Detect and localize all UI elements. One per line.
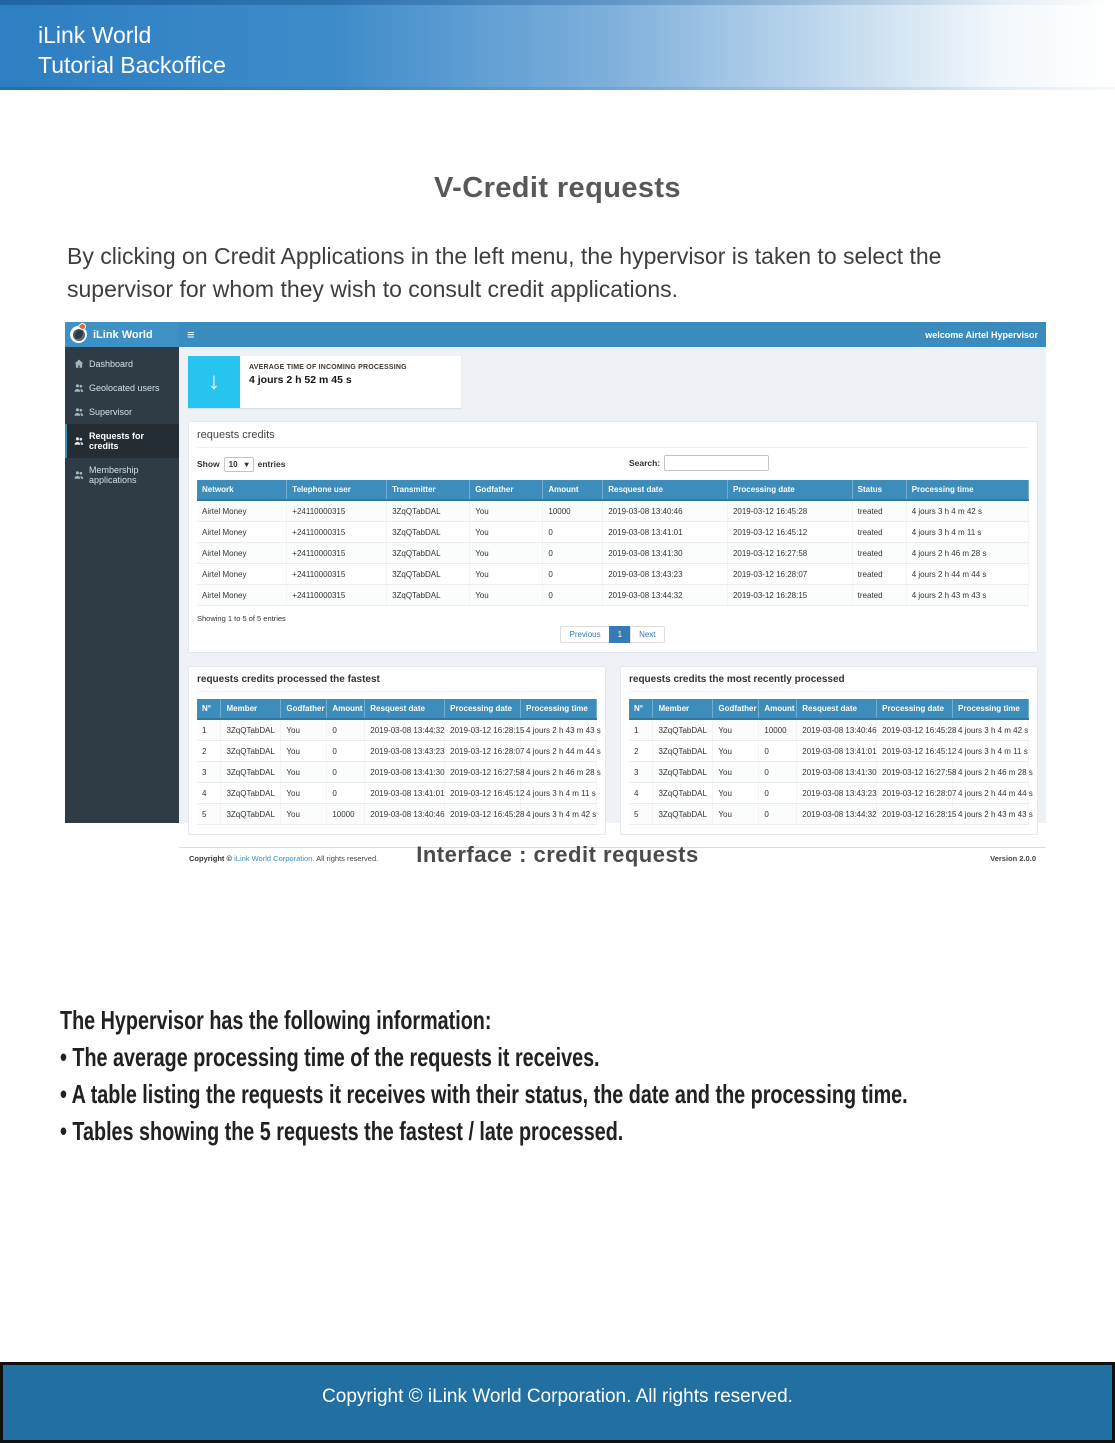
page-title: V-Credit requests [434,172,681,204]
table-cell: 0 [759,762,797,783]
column-header[interactable]: Transmitter [387,480,470,500]
users-icon [74,407,84,417]
table-cell: You [713,741,759,762]
app-copyright-link[interactable]: iLink World Corporation. [234,854,315,863]
table-cell: 3ZqQTabDAL [387,564,470,585]
column-header[interactable]: Network [197,480,287,500]
table-row [197,564,1029,585]
table-cell: 2019-03-12 16:27:58 [877,762,953,783]
table-cell: 2019-03-12 16:27:58 [445,762,521,783]
search-label: Search: [629,458,661,468]
table-cell: 0 [543,543,603,564]
table-cell: Airtel Money [197,585,287,606]
table-cell: 4 jours 3 h 4 m 11 s [906,522,1028,543]
table-cell: You [470,564,543,585]
table-row [197,804,597,825]
requests-credits-panel [188,421,1038,653]
recent-panel-title: requests credits the most recently processed [629,674,1029,692]
table-cell: +24110000315 [287,564,387,585]
page-size-control [197,457,285,472]
users-icon [74,436,84,446]
pagination-next-button[interactable]: Next [630,626,664,643]
table-row [629,719,1029,741]
table-cell: 2019-03-08 13:44:32 [365,719,445,741]
fastest-table [197,699,601,825]
document-brand-line1: iLink World [38,22,152,48]
table-cell: 2019-03-08 13:41:30 [603,543,728,564]
table-cell: 2019-03-08 13:43:23 [797,783,877,804]
document-header [0,0,1115,90]
table-row [197,522,1029,543]
table-cell: 0 [759,783,797,804]
table-cell: Airtel Money [197,543,287,564]
welcome-user-label: welcome Airtel Hypervisor [925,329,1038,340]
table-cell: You [281,783,327,804]
column-header[interactable]: Processing date [727,480,852,500]
table-cell: 3ZqQTabDAL [387,522,470,543]
pagination [197,626,1029,643]
column-header[interactable]: Telephone user [287,480,387,500]
table-cell: 4 jours 2 h 46 m 28 s [906,543,1028,564]
column-header[interactable]: Processing time [906,480,1028,500]
table-cell: treated [852,585,906,606]
table-cell: 0 [759,741,797,762]
column-header[interactable]: Godfather [281,699,327,719]
table-cell: treated [852,522,906,543]
app-navbar-bar [179,322,1046,347]
table-cell: 2019-03-08 13:40:46 [603,500,728,522]
app-navbar [65,322,1046,347]
table-cell: treated [852,543,906,564]
table-cell: 2019-03-08 13:43:23 [603,564,728,585]
table-cell: 3ZqQTabDAL [653,741,713,762]
column-header[interactable]: Processing date [445,699,521,719]
app-copyright-prefix: Copyright © [189,854,235,863]
document-brand-line2: Tutorial Backoffice [38,52,226,79]
column-header[interactable]: Amount [759,699,797,719]
average-time-label: AVERAGE TIME OF INCOMING PROCESSING [249,364,407,371]
recent-table [629,699,1033,825]
table-cell: 2019-03-12 16:28:07 [727,564,852,585]
column-header[interactable]: N° [197,699,221,719]
table-cell: 2019-03-12 16:45:28 [445,804,521,825]
table-cell: 2019-03-12 16:27:58 [727,543,852,564]
table-summary: Showing 1 to 5 of 5 entries [197,614,286,623]
table-cell: 2019-03-12 16:28:15 [727,585,852,606]
column-header[interactable]: Godfather [713,699,759,719]
sidebar-item-label: Supervisor [89,407,133,417]
show-label: Show [197,459,220,469]
column-header[interactable]: Godfather [470,480,543,500]
table-cell: 4 [197,783,221,804]
page-size-select[interactable] [224,457,254,472]
header-top-accent [0,0,1115,5]
table-cell: Airtel Money [197,564,287,585]
column-header[interactable]: Amount [543,480,603,500]
table-cell: You [470,522,543,543]
app-brand-label: iLink World [93,328,153,341]
table-cell: 4 jours 2 h 46 m 28 s [521,762,597,783]
sidebar-item-label: Requests for credits [89,431,145,451]
info-bullet: • Tables showing the 5 requests the fastest / late processed. [60,1115,624,1146]
table-cell: 0 [759,804,797,825]
table-cell: 3 [197,762,221,783]
app-version-label: Version 2.0.0 [990,854,1036,863]
pagination-previous-button[interactable]: Previous [560,626,609,643]
table-cell: 2019-03-12 16:28:15 [445,719,521,741]
table-cell: 0 [327,783,365,804]
table-cell: 4 jours 3 h 4 m 42 s [521,804,597,825]
intro-paragraph: By clicking on Credit Applications in the left menu, the hypervisor is taken to select the supervisor for whom they wish to consult credit applications. [67,243,942,303]
table-row [197,500,1029,522]
table-cell: 10000 [327,804,365,825]
table-cell: 0 [543,564,603,585]
table-cell: 4 [629,783,653,804]
table-row [197,783,597,804]
document-footer-text: Copyright © iLink World Corporation. All rights reserved. [322,1385,793,1407]
page-size-value: 10 [228,459,238,469]
table-row [197,741,597,762]
requests-credits-title: requests credits [197,429,1029,448]
table-cell: 2019-03-12 16:45:12 [445,783,521,804]
table-cell: 3ZqQTabDAL [653,719,713,741]
table-cell: 2019-03-08 13:41:01 [365,783,445,804]
caret-down-icon: ▾ [244,459,249,469]
table-cell: You [470,543,543,564]
table-row [197,719,597,741]
sidebar-item-requests-for-credits[interactable] [65,424,179,458]
table-cell: You [713,783,759,804]
info-block-heading: The Hypervisor has the following information: [60,1005,492,1035]
sidebar-item-membership-applications[interactable] [65,458,179,492]
table-cell: You [713,762,759,783]
table-cell: 4 jours 2 h 44 m 44 s [906,564,1028,585]
table-cell: 2019-03-12 16:45:12 [877,741,953,762]
table-cell: 3ZqQTabDAL [387,543,470,564]
table-row [629,783,1029,804]
document-brand [38,20,226,81]
table-cell: 0 [327,719,365,741]
app-sidebar [65,347,179,823]
column-header[interactable]: Resquest date [797,699,877,719]
table-cell: 2019-03-12 16:28:15 [877,804,953,825]
table-cell: 2019-03-12 16:45:28 [877,719,953,741]
table-cell: 0 [543,585,603,606]
recent-panel [620,666,1038,835]
table-cell: 3ZqQTabDAL [653,783,713,804]
table-cell: +24110000315 [287,543,387,564]
table-cell: 2019-03-08 13:41:30 [365,762,445,783]
table-cell: 3 [629,762,653,783]
table-cell: 2019-03-12 16:45:28 [727,500,852,522]
table-cell: 1 [197,719,221,741]
table-row [629,762,1029,783]
table-cell: 4 jours 2 h 46 m 28 s [953,762,1029,783]
table-cell: 4 jours 2 h 43 m 43 s [521,719,597,741]
column-header[interactable]: Member [221,699,281,719]
table-cell: You [713,804,759,825]
header-bottom-accent [0,87,1115,90]
info-bullet: • A table listing the requests it receives with their status, the date and the processing time. [60,1078,908,1109]
fastest-panel-title: requests credits processed the fastest [197,674,597,692]
column-header[interactable]: N° [629,699,653,719]
column-header[interactable]: Amount [327,699,365,719]
table-cell: Airtel Money [197,522,287,543]
table-cell: You [281,762,327,783]
table-cell: treated [852,500,906,522]
column-header[interactable]: Status [852,480,906,500]
table-cell: 4 jours 2 h 44 m 44 s [521,741,597,762]
table-cell: 3ZqQTabDAL [221,762,281,783]
table-cell: Airtel Money [197,500,287,522]
document-footer [0,1362,1115,1443]
table-cell: 2019-03-08 13:41:30 [797,762,877,783]
table-cell: 1 [629,719,653,741]
table-cell: You [470,500,543,522]
sidebar-item-geolocated-users[interactable] [65,376,179,400]
table-cell: +24110000315 [287,500,387,522]
info-block [60,1002,1063,1150]
app-brand[interactable] [65,322,179,347]
search-control [629,455,769,471]
table-cell: 4 jours 3 h 4 m 11 s [521,783,597,804]
table-cell: 4 jours 2 h 43 m 43 s [906,585,1028,606]
table-cell: 2019-03-08 13:44:32 [603,585,728,606]
pagination-page-1-button[interactable]: 1 [609,626,631,643]
table-cell: 0 [327,741,365,762]
requests-credits-table [197,480,1029,606]
table-cell: 3ZqQTabDAL [221,783,281,804]
table-cell: +24110000315 [287,522,387,543]
table-cell: 10000 [543,500,603,522]
column-header[interactable]: Member [653,699,713,719]
entries-label: entries [257,459,286,469]
table-cell: 5 [629,804,653,825]
sidebar-item-label: Membership applications [89,465,139,485]
table-cell: 2019-03-12 16:28:07 [877,783,953,804]
table-cell: 2019-03-08 13:43:23 [365,741,445,762]
table-cell: You [470,585,543,606]
column-header[interactable]: Processing time [521,699,597,719]
table-cell: 4 jours 2 h 44 m 44 s [953,783,1029,804]
table-cell: 4 jours 3 h 4 m 42 s [906,500,1028,522]
table-cell: +24110000315 [287,585,387,606]
table-cell: 2019-03-08 13:41:01 [603,522,728,543]
table-cell: 3ZqQTabDAL [221,804,281,825]
table-cell: 2 [629,741,653,762]
table-cell: 2 [197,741,221,762]
ilink-logo-icon [70,326,87,343]
figure-caption: Interface : credit requests [416,842,699,867]
table-cell: 2019-03-08 13:40:46 [365,804,445,825]
column-header[interactable]: Processing date [877,699,953,719]
table-row [197,762,597,783]
average-time-text [240,356,416,408]
search-input[interactable] [664,455,769,471]
column-header[interactable]: Resquest date [365,699,445,719]
table-cell: You [713,719,759,741]
table-cell: treated [852,564,906,585]
table-cell: 3ZqQTabDAL [653,804,713,825]
table-cell: You [281,741,327,762]
users-icon [74,383,84,393]
table-cell: 2019-03-08 13:44:32 [797,804,877,825]
column-header[interactable]: Resquest date [603,480,728,500]
table-cell: 4 jours 3 h 4 m 42 s [953,719,1029,741]
table-cell: 3ZqQTabDAL [387,585,470,606]
table-cell: 2019-03-08 13:41:01 [797,741,877,762]
table-cell: 3ZqQTabDAL [221,719,281,741]
table-cell: 4 jours 3 h 4 m 11 s [953,741,1029,762]
table-row [197,585,1029,606]
table-controls [197,455,1029,473]
table-cell: 5 [197,804,221,825]
table-row [197,543,1029,564]
down-arrow-icon: ↓ [188,356,240,408]
info-bullet: • The average processing time of the requests it receives. [60,1041,600,1072]
app-copyright-suffix: All rights reserved. [314,854,379,863]
table-cell: 3ZqQTabDAL [653,762,713,783]
table-row [629,741,1029,762]
menu-toggle-icon[interactable]: ≡ [187,327,195,342]
bottom-panels-row [188,666,1038,835]
table-cell: You [281,804,327,825]
table-cell: 4 jours 2 h 43 m 43 s [953,804,1029,825]
sidebar-item-label: Dashboard [89,359,134,369]
average-time-card [188,356,461,408]
table-cell: 2019-03-12 16:45:12 [727,522,852,543]
average-time-value: 4 jours 2 h 52 m 45 s [249,374,352,386]
sidebar-item-dashboard[interactable] [65,352,179,376]
table-cell: 3ZqQTabDAL [387,500,470,522]
table-cell: 0 [543,522,603,543]
table-cell: 3ZqQTabDAL [221,741,281,762]
table-cell: 0 [327,762,365,783]
column-header[interactable]: Processing time [953,699,1029,719]
table-cell: 2019-03-12 16:28:07 [445,741,521,762]
sidebar-item-supervisor[interactable] [65,400,179,424]
sidebar-item-label: Geolocated users [89,383,160,393]
info-bullet-list [60,1039,1063,1150]
fastest-panel [188,666,606,835]
table-cell: 2019-03-08 13:40:46 [797,719,877,741]
home-icon [74,359,84,369]
table-cell: 10000 [759,719,797,741]
table-row [629,804,1029,825]
users-icon [74,470,84,480]
table-cell: You [281,719,327,741]
